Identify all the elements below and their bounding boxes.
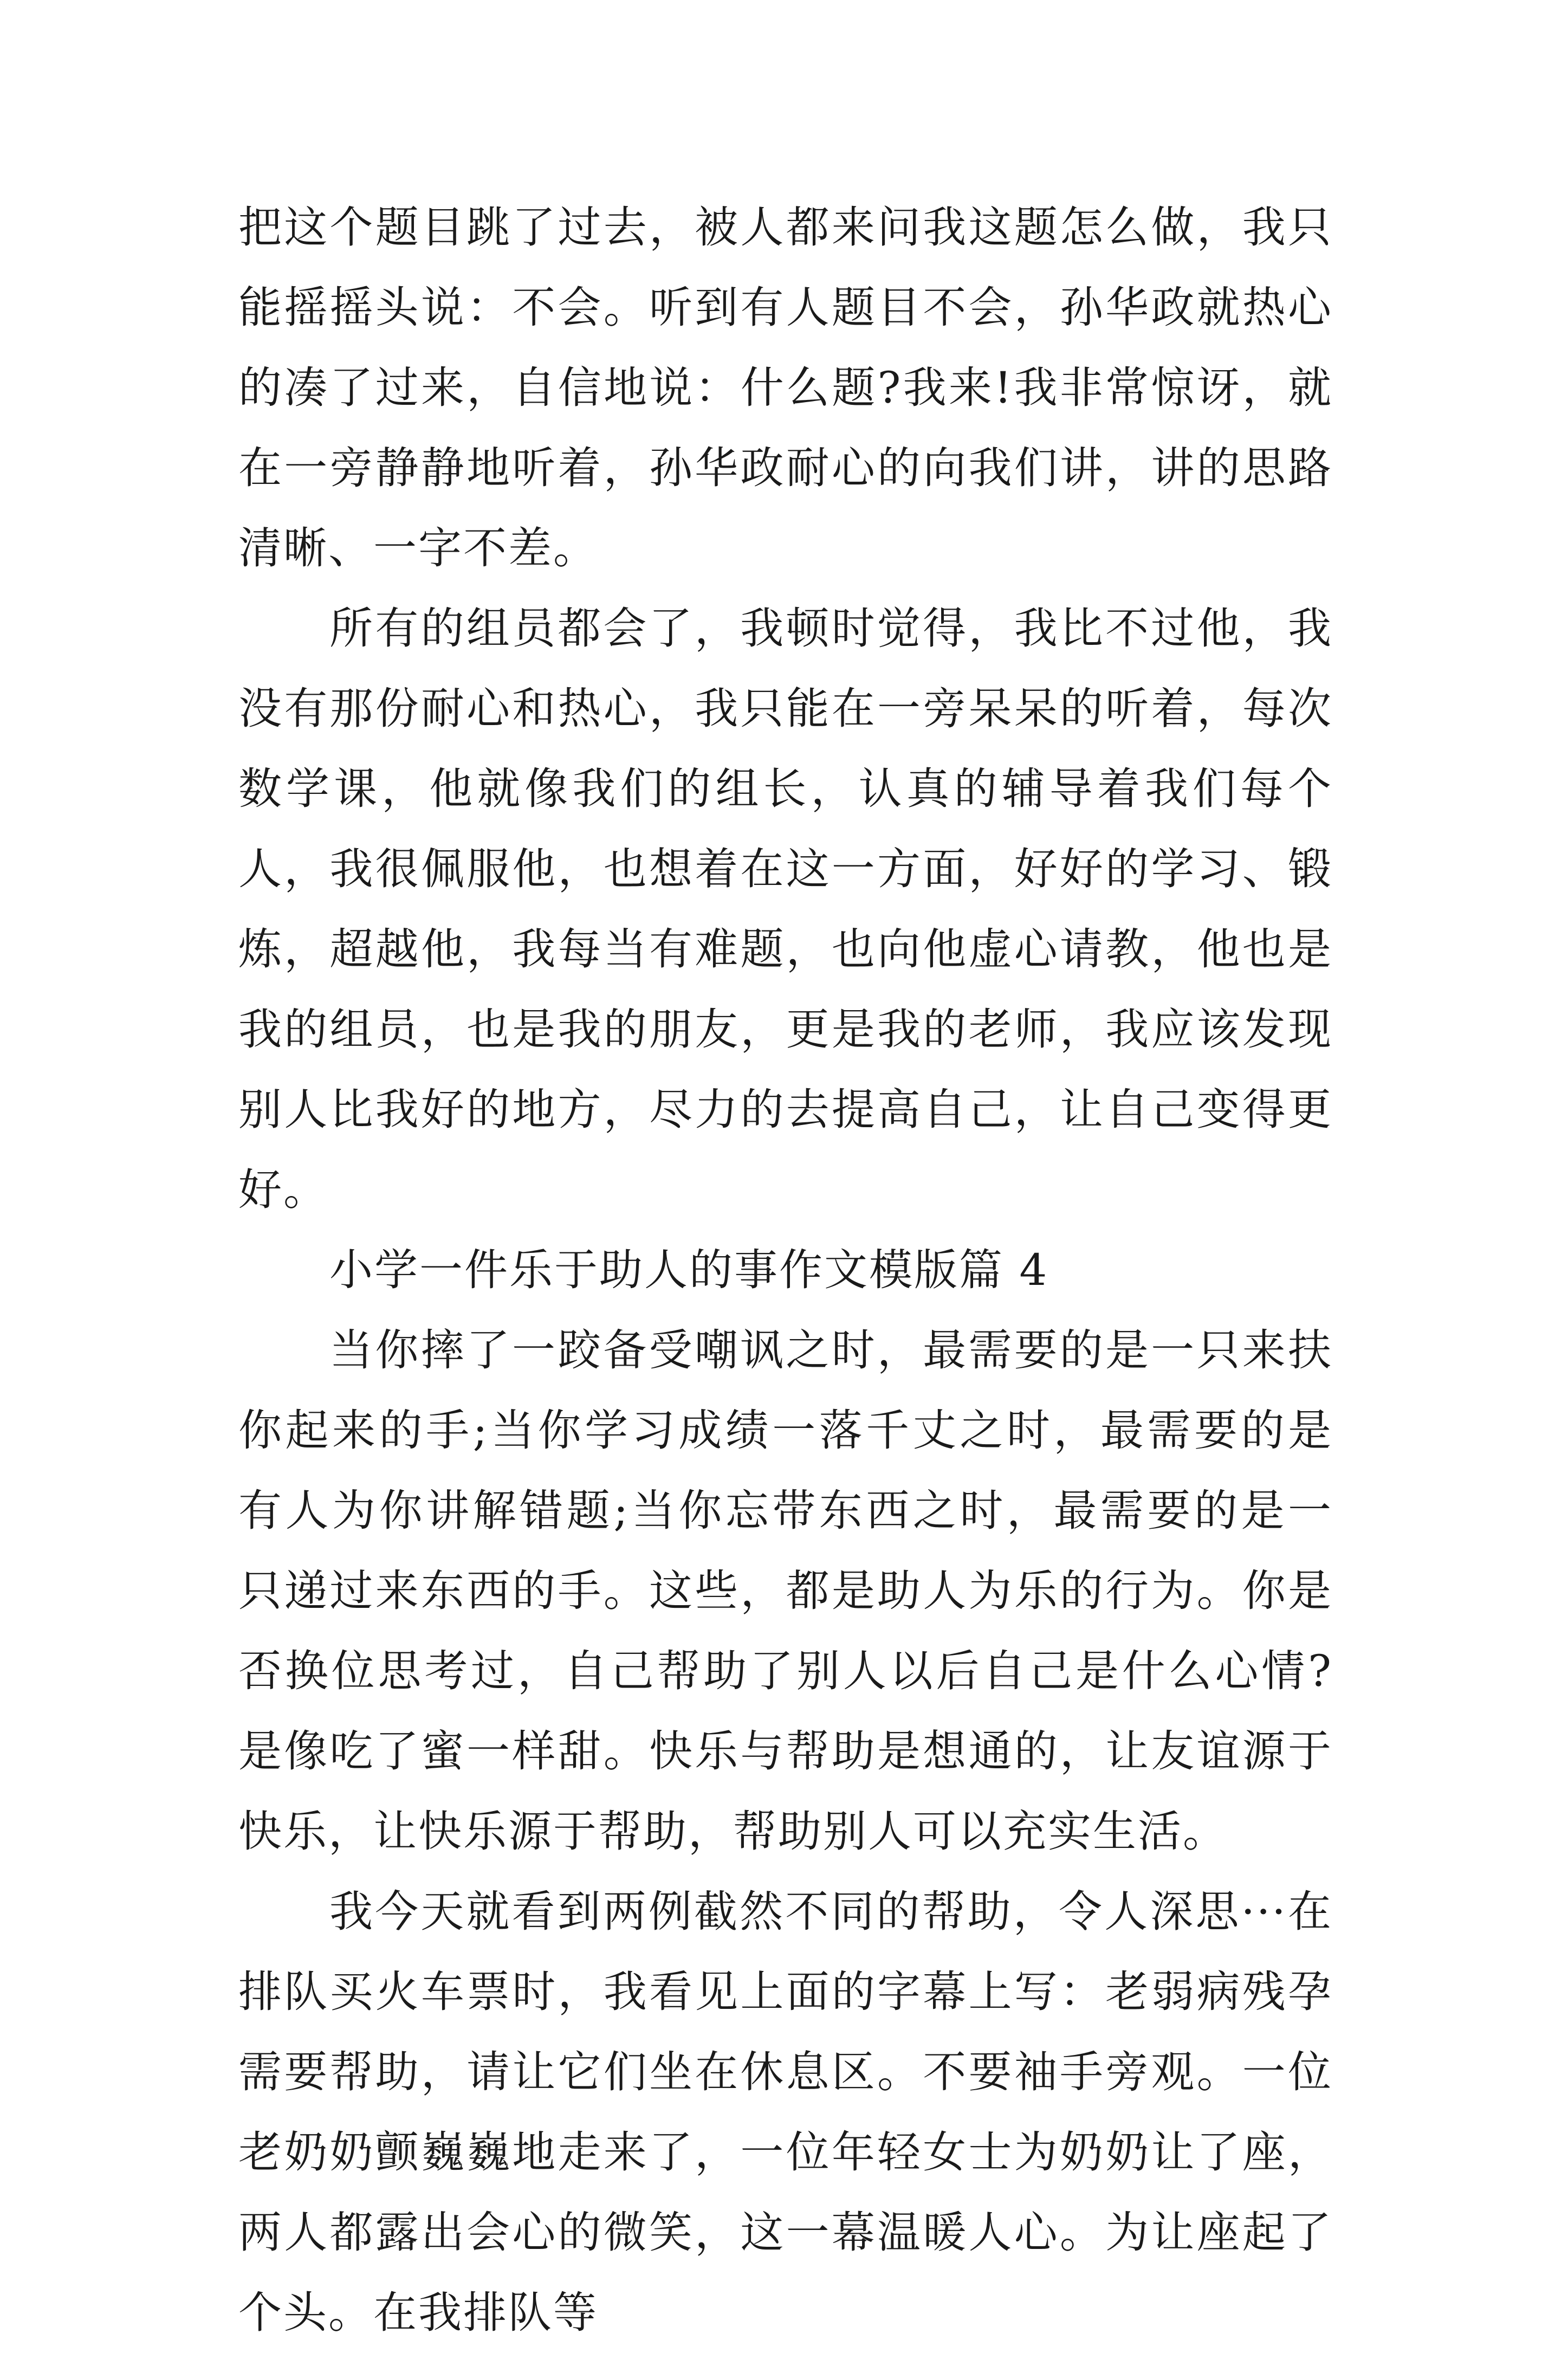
section-heading: 小学一件乐于助人的事作文模版篇 4 <box>329 1245 1049 1295</box>
paragraph-helping-hand: 当你摔了一跤备受嘲讽之时，最需要的是一只来扶你起来的手;当你学习成绩一落千丈之时，最需要的是有人为你讲解错题;当你忘带东西之时，最需要的是一只递过来东西的手。这些，都是助人为乐的行为。你是否换位思考过，自己帮助了别人以后自己是什么心情?是像吃了蜜一样甜。快乐与帮助是想通的，让友谊源于快乐，让快乐源于帮助，帮助别人可以充实生活。 <box>238 1325 1333 1857</box>
document-body <box>238 188 1333 2353</box>
paragraph-continued: 把这个题目跳了过去，被人都来问我这题怎么做，我只能摇摇头说：不会。听到有人题目不会，孙华政就热心的凑了过来，自信地说：什么题?我来!我非常惊讶，就在一旁静静地听着，孙华政耐心的向我们讲，讲的思路清晰、一字不差。 <box>238 202 1333 573</box>
paragraph-group-members: 所有的组员都会了，我顿时觉得，我比不过他，我没有那份耐心和热心，我只能在一旁呆呆的听着，每次数学课，他就像我们的组长，认真的辅导着我们每个人，我很佩服他，也想着在这一方面，好好的学习、锻炼，超越他，我每当有难题，也向他虚心请教，他也是我的组员，也是我的朋友，更是我的老师，我应该发现别人比我好的地方，尽力的去提高自己，让自己变得更好。 <box>238 603 1333 1215</box>
paragraph-train-station: 我今天就看到两例截然不同的帮助，令人深思···在排队买火车票时，我看见上面的字幕上写：老弱病残孕需要帮助，请让它们坐在休息区。不要袖手旁观。一位老奶奶颤巍巍地走来了，一位年轻女士为奶奶让了座，两人都露出会心的微笑，这一幕温暖人心。为让座起了个头。在我排队等 <box>238 1886 1333 2338</box>
